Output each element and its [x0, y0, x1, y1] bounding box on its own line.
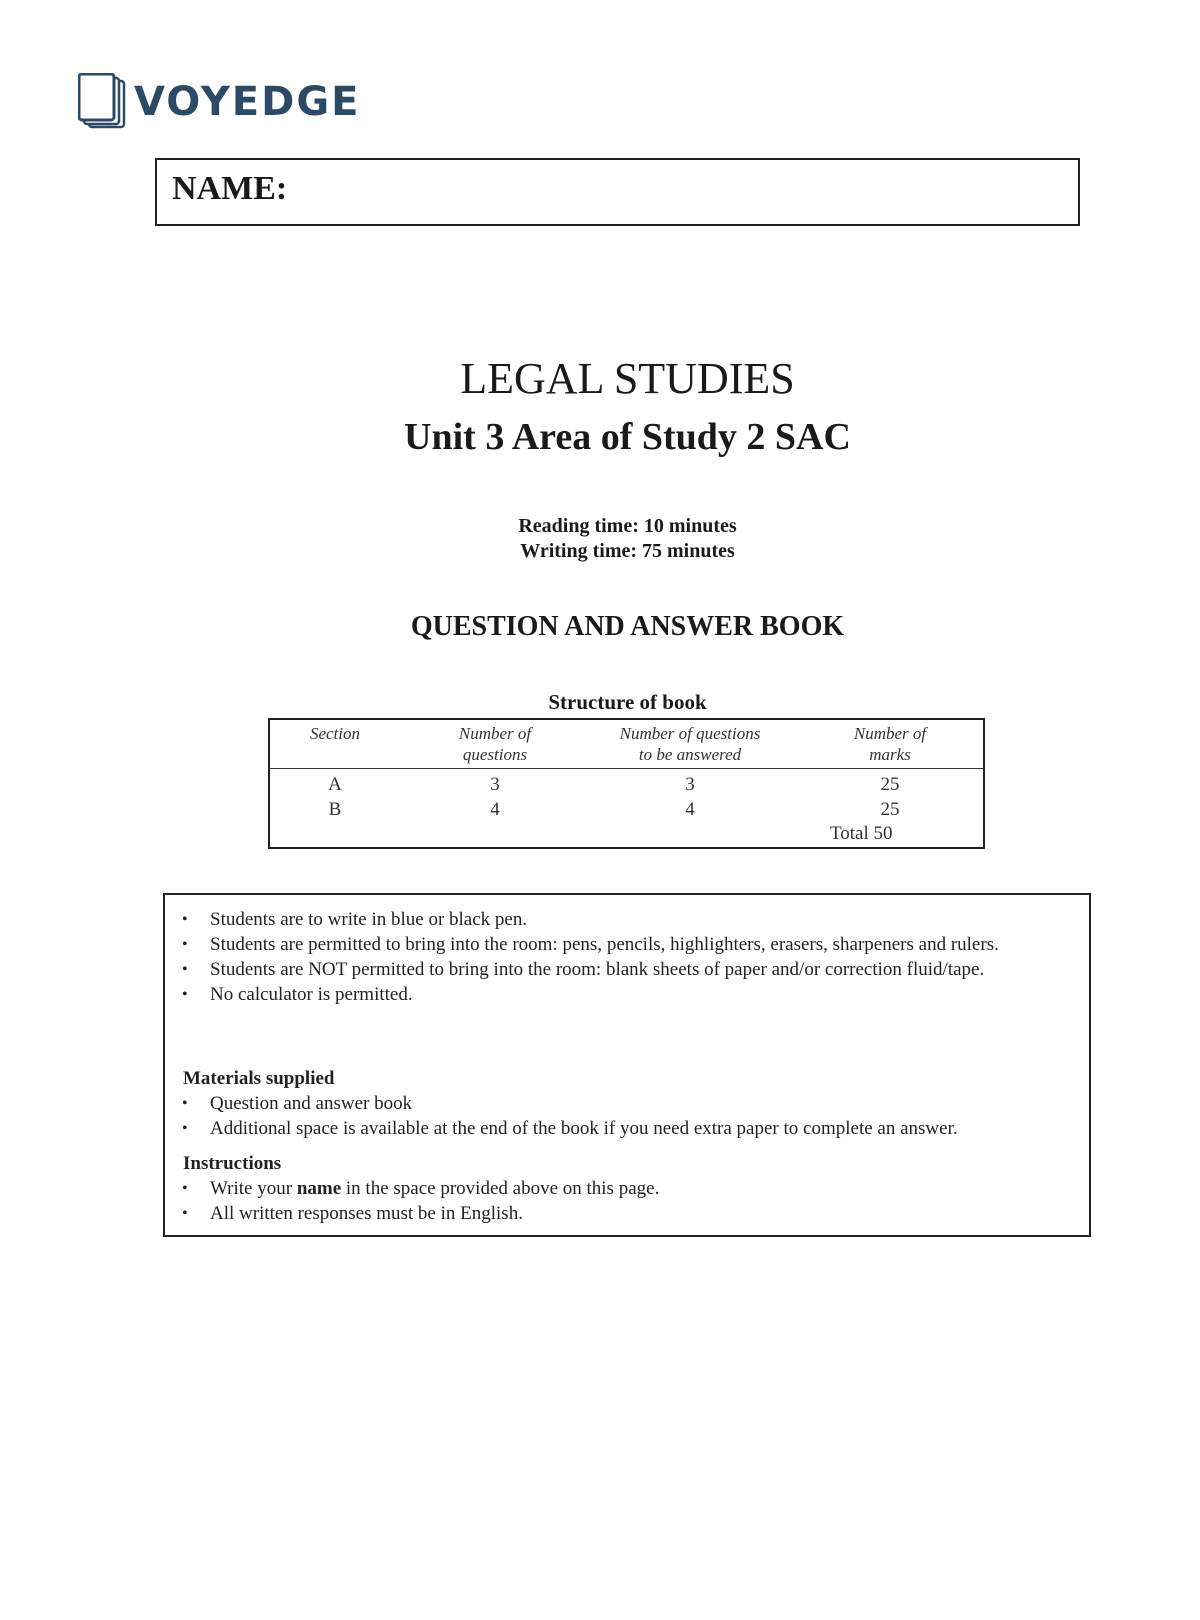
list-item: • Students are NOT permitted to bring into the room: blank sheets of paper and/or correction fluid/tape.: [165, 957, 1069, 982]
table-row: [270, 774, 983, 799]
header-questions-to-answer: Number of questions to be answered: [619, 724, 761, 764]
table-cell: 25: [880, 799, 900, 820]
table-header: [270, 720, 983, 769]
table-cell: 4: [490, 799, 500, 820]
writing-time: Writing time: 75 minutes: [520, 540, 735, 562]
subject-title: LEGAL STUDIES: [460, 354, 795, 403]
table-cell: B: [328, 799, 342, 820]
list-item: • Write your name in the space provided above on this page.: [165, 1176, 1069, 1201]
list-item: • No calculator is permitted.: [165, 982, 1069, 1007]
list-item: • Question and answer book: [165, 1091, 1069, 1116]
logo-text: VOYEDGE: [134, 79, 361, 125]
list-item: • All written responses must be in English.: [165, 1201, 1069, 1226]
table-cell: 4: [685, 799, 695, 820]
book-title: QUESTION AND ANSWER BOOK: [410, 611, 845, 642]
name-box[interactable]: [155, 158, 1080, 226]
total-marks: Total 50: [830, 823, 893, 844]
list-item: • Students are to write in blue or black pen.: [165, 907, 1069, 932]
unit-title: Unit 3 Area of Study 2 SAC: [404, 416, 851, 458]
materials-block: [165, 1066, 1089, 1141]
structure-table: [268, 718, 985, 849]
list-item: • Additional space is available at the end of the book if you need extra paper to complete an answer.: [165, 1116, 1069, 1141]
table-cell: A: [328, 774, 342, 795]
reading-time: Reading time: 10 minutes: [518, 515, 737, 537]
list-item: • Students are permitted to bring into the room: pens, pencils, highlighters, erasers, sharpeners and rulers.: [165, 932, 1069, 957]
stacked-pages-icon: [78, 73, 128, 131]
structure-title: Structure of book: [548, 690, 707, 714]
instructions-heading: Instructions: [183, 1153, 282, 1174]
header-section: Section: [309, 724, 361, 743]
name-label: NAME:: [172, 170, 288, 207]
table-row: [270, 799, 983, 824]
header-number-of-marks: Number of marks: [853, 724, 927, 764]
header-number-of-questions: Number of questions: [458, 724, 532, 764]
logo: [78, 72, 360, 132]
rules-block: [165, 907, 1089, 1007]
table-cell: 25: [880, 774, 900, 795]
table-cell: 3: [685, 774, 695, 795]
table-cell: 3: [490, 774, 500, 795]
materials-heading: Materials supplied: [183, 1068, 335, 1089]
instructions-box: [163, 893, 1091, 1237]
instructions-block: [165, 1151, 1089, 1226]
